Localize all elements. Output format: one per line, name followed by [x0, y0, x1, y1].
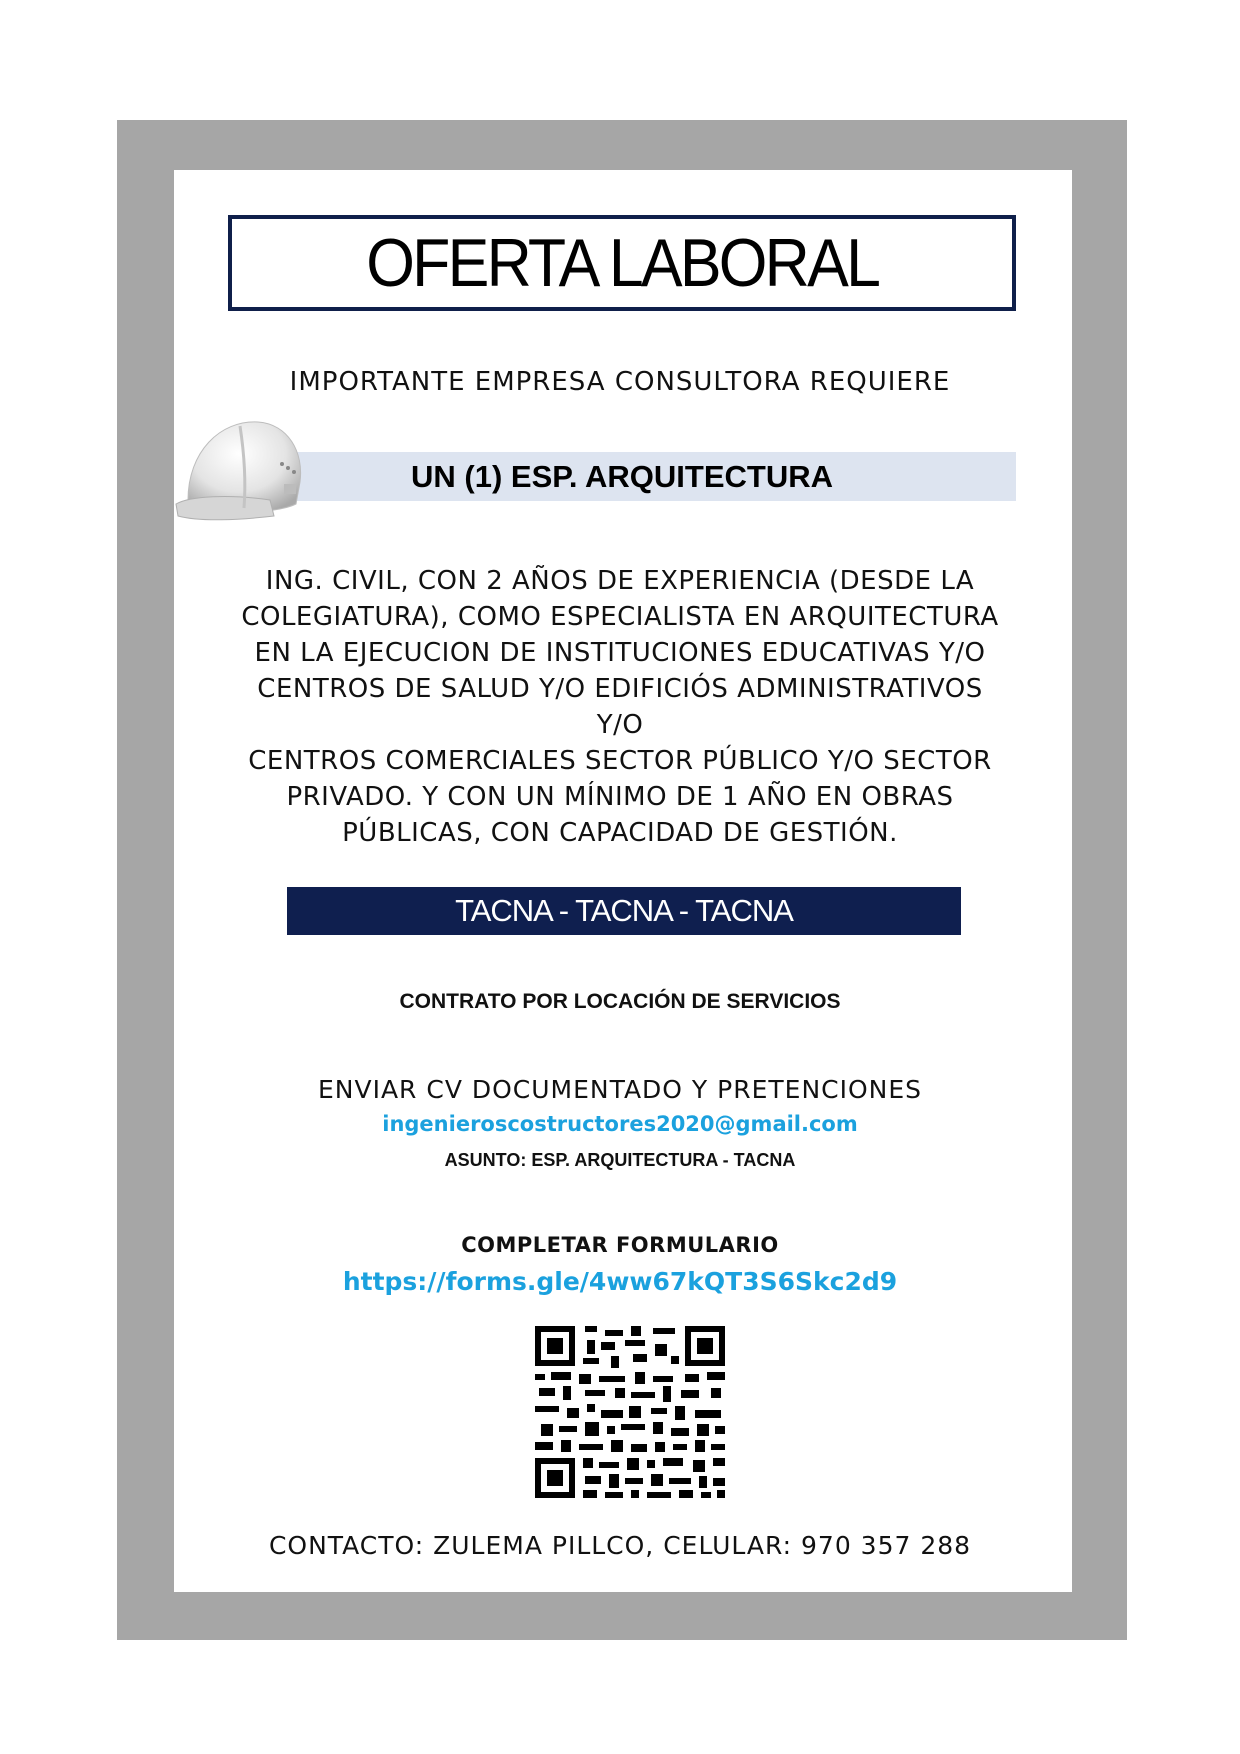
send-cv-instructions: ENVIAR CV DOCUMENTADO Y PRETENCIONES: [317, 1075, 923, 1104]
form-link[interactable]: https://forms.gle/4ww67kQT3S6Skc2d9: [342, 1267, 898, 1296]
email-subject: ASUNTO: ESP. ARQUITECTURA - TACNA: [444, 1150, 796, 1170]
qr-code-icon: [535, 1326, 725, 1498]
email-link[interactable]: ingenieroscostructores2020@gmail.com: [382, 1112, 858, 1136]
title-box: [228, 215, 1016, 311]
contract-type: CONTRATO POR LOCACIÓN DE SERVICIOS: [399, 990, 841, 1013]
form-label: COMPLETAR FORMULARIO: [461, 1233, 779, 1257]
job-description: ING. CIVIL, CON 2 AÑOS DE EXPERIENCIA (DESDE LA COLEGIATURA), COMO ESPECIALISTA EN ARQUITECTURA EN LA EJECUCION DE INSTITUCIONES EDUCATIVAS Y/O CENTROS DE SALUD Y/O EDIFICIÓS ADMINISTRATIVOS Y/O CENTROS COMERCIALES SECTOR PÚBLICO Y/O SECTOR PRIVADO. Y CON UN MÍNIMO DE 1 AÑO EN OBRAS PÚBLICAS, CON CAPACIDAD DE GESTIÓN.: [241, 566, 999, 848]
requirement-text: IMPORTANTE EMPRESA CONSULTORA REQUIERE: [289, 367, 951, 397]
page-title: OFERTA LABORAL: [366, 225, 878, 301]
location-banner: TACNA - TACNA - TACNA: [287, 887, 961, 935]
position-title: UN (1) ESP. ARQUITECTURA: [411, 458, 833, 494]
contact-info: CONTACTO: ZULEMA PILLCO, CELULAR: 970 357 288: [268, 1531, 972, 1560]
